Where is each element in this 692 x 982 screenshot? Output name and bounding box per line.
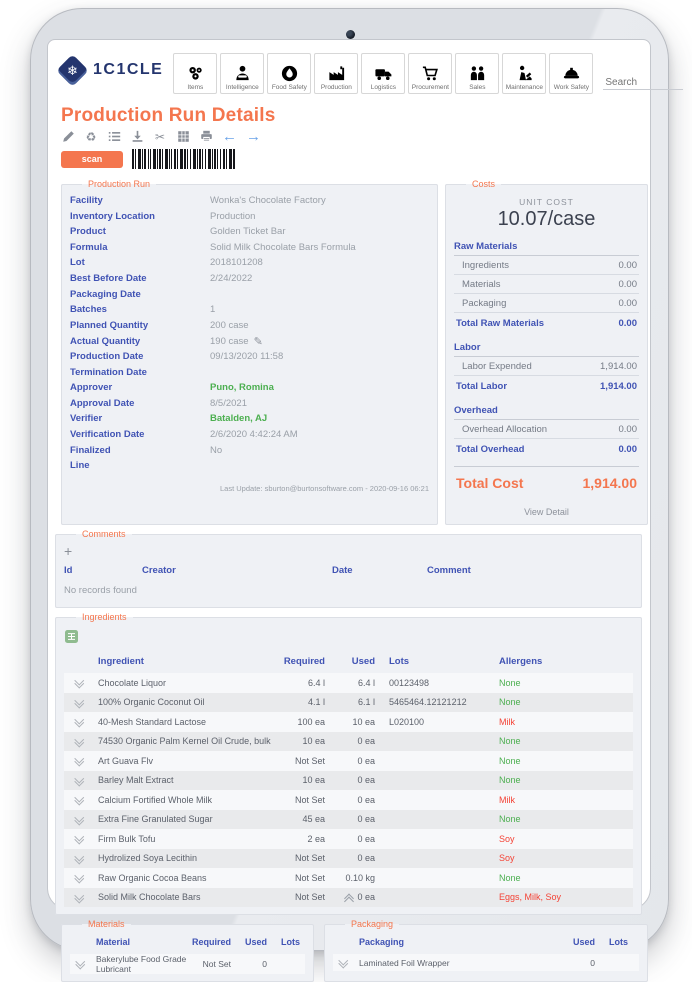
nav-label: Production — [320, 83, 352, 91]
grid-icon[interactable] — [176, 130, 190, 144]
toolbar — [61, 129, 640, 144]
production-run-legend: Production Run — [88, 179, 151, 189]
table-row[interactable]: 100% Organic Coconut Oil 4.1 l 6.1 l 5465464.12121212 None — [64, 693, 633, 713]
section-title: Overhead — [454, 403, 639, 420]
unit-cost-label: UNIT COST — [519, 197, 574, 207]
field-value: 200 case — [210, 319, 249, 331]
field-value-actual-quantity: 190 case ✎ — [210, 336, 263, 349]
page-title: Production Run Details — [61, 105, 276, 126]
search-input[interactable] — [603, 76, 683, 90]
last-update-text: Last Update: sburton@burtonsoftware.com - 2020-09-16 06:21 — [220, 483, 429, 493]
col-id: Id — [64, 565, 73, 576]
expand-chevron-icon[interactable] — [73, 697, 85, 709]
barcode — [132, 149, 236, 169]
gears-icon — [186, 64, 205, 83]
worker-icon — [515, 64, 534, 83]
field-value: Production — [210, 210, 256, 222]
field-label: Formula — [70, 241, 108, 253]
cost-value: 0.00 — [618, 278, 637, 290]
truck-icon — [374, 64, 393, 83]
table-row[interactable]: Firm Bulk Tofu 2 ea 0 ea Soy — [64, 829, 633, 849]
col-lots: Lots — [609, 937, 628, 947]
nav-label: Intelligence — [225, 83, 259, 91]
expand-chevron-icon[interactable] — [73, 794, 85, 806]
col-required: Required — [191, 937, 231, 947]
app-logo[interactable] — [61, 59, 163, 82]
col-used: Used — [351, 656, 375, 667]
nav-item-sales[interactable] — [455, 53, 499, 94]
field-label: Line — [70, 460, 90, 472]
cost-value: 1,914.00 — [600, 360, 637, 372]
expand-chevron-icon[interactable] — [73, 775, 85, 787]
nav-item-intelligence[interactable] — [220, 53, 264, 94]
col-creator: Creator — [142, 565, 176, 576]
total-label: Total Raw Materials — [456, 317, 544, 329]
raw-materials-section — [454, 239, 639, 333]
cost-label: Labor Expended — [462, 360, 532, 372]
field-label: Production Date — [70, 350, 144, 362]
nav-item-production[interactable] — [314, 53, 358, 94]
col-material: Material — [96, 937, 131, 947]
field-value: 2018101208 — [210, 257, 263, 269]
field-label: Planned Quantity — [70, 319, 149, 331]
expand-chevron-icon[interactable] — [73, 872, 85, 884]
ingredients-table — [64, 673, 633, 907]
field-label: Finalized — [70, 444, 111, 456]
labor-section — [454, 340, 639, 396]
packaging-legend: Packaging — [351, 919, 394, 929]
ingredients-panel — [55, 612, 642, 915]
edit-quantity-icon[interactable]: ✎ — [253, 336, 263, 349]
costs-panel — [445, 179, 648, 525]
total-value: 0.00 — [618, 443, 637, 455]
col-comment: Comment — [427, 565, 471, 576]
person-laptop-icon — [233, 64, 252, 83]
handshake-icon — [468, 64, 487, 83]
field-value-verifier: Batalden, AJ — [210, 413, 268, 425]
total-cost-value: 1,914.00 — [582, 475, 637, 491]
field-label: Actual Quantity — [70, 336, 141, 348]
materials-legend: Materials — [88, 919, 125, 929]
scroll-to-top-icon[interactable] — [346, 895, 353, 909]
field-label: Inventory Location — [70, 210, 155, 222]
table-row[interactable]: Calcium Fortified Whole Milk Not Set 0 ea Milk — [64, 790, 633, 810]
unit-cost-value: 10.07/case — [497, 208, 596, 230]
import-icon[interactable] — [130, 130, 144, 144]
print-icon[interactable] — [199, 130, 213, 144]
scan-row — [61, 149, 640, 169]
field-value: 2/6/2020 4:42:24 AM — [210, 428, 298, 440]
camera-dot — [346, 30, 355, 39]
field-label: Lot — [70, 257, 85, 269]
table-row[interactable]: Art Guava Flv Not Set 0 ea None — [64, 751, 633, 771]
cost-label: Packaging — [462, 297, 507, 309]
excel-export-icon[interactable] — [64, 629, 79, 644]
field-label: Product — [70, 226, 106, 238]
cost-value: 0.00 — [618, 297, 637, 309]
col-lots: Lots — [281, 937, 300, 947]
packaging-header — [333, 935, 639, 954]
expand-chevron-icon[interactable] — [73, 892, 85, 904]
field-label: Verification Date — [70, 428, 145, 440]
table-row[interactable]: Bakerylube Food Grade Lubricant Not Set 0 — [70, 954, 305, 974]
list-icon[interactable] — [107, 130, 121, 144]
total-label: Total Labor — [456, 380, 508, 392]
cart-icon — [421, 64, 440, 83]
field-label: Best Before Date — [70, 272, 147, 284]
packaging-panel — [324, 919, 648, 982]
factory-icon — [327, 64, 346, 83]
cut-icon[interactable]: ✂ — [154, 129, 166, 144]
expand-chevron-icon[interactable] — [74, 958, 86, 970]
table-row[interactable]: Extra Fine Granulated Sugar 45 ea 0 ea None — [64, 810, 633, 830]
comments-empty-text: No records found — [64, 585, 137, 596]
table-row[interactable]: 40-Mesh Standard Lactose 100 ea 10 ea L020100 Milk — [64, 712, 633, 732]
back-arrow-icon[interactable]: ← — [222, 128, 237, 145]
cost-value: 0.00 — [618, 259, 637, 271]
nav-label: Procurement — [411, 83, 449, 91]
col-used: Used — [244, 937, 267, 947]
comments-panel — [55, 529, 642, 608]
production-run-panel — [61, 179, 438, 525]
field-label: Approval Date — [70, 397, 135, 409]
table-row[interactable]: Solid Milk Chocolate Bars Not Set 0 ea Eggs, Milk, Soy — [64, 888, 633, 908]
expand-chevron-icon[interactable] — [73, 736, 85, 748]
cost-label: Materials — [462, 278, 501, 290]
expand-chevron-icon[interactable] — [73, 677, 85, 689]
field-value: 09/13/2020 11:58 — [210, 350, 284, 362]
app-header — [55, 48, 640, 98]
hardhat-icon — [562, 64, 581, 83]
forward-arrow-icon[interactable]: → — [246, 128, 261, 145]
view-detail-link[interactable]: View Detail — [524, 507, 569, 517]
cost-label: Ingredients — [462, 259, 510, 271]
cost-label: Overhead Allocation — [462, 423, 548, 435]
table-row[interactable]: 74530 Organic Palm Kernel Oil Crude, bulk 10 ea 0 ea None — [64, 732, 633, 752]
total-cost-label: Total Cost — [456, 475, 524, 491]
search-box — [603, 72, 683, 90]
tablet-frame — [30, 8, 669, 974]
bottom-grid — [61, 915, 648, 982]
expand-chevron-icon[interactable] — [337, 957, 349, 969]
logo-text: 1C1CLE — [93, 61, 164, 78]
plus-icon[interactable]: + — [64, 543, 73, 559]
table-row[interactable]: Chocolate Liquor 6.4 l 6.4 l 00123498 None — [64, 673, 633, 693]
table-row[interactable]: Barley Malt Extract 10 ea 0 ea None — [64, 771, 633, 791]
field-value: No — [210, 444, 223, 456]
nav-label: Food Safety — [271, 83, 307, 91]
field-value: 1 — [210, 304, 216, 316]
recycle-icon[interactable]: ♻ — [85, 129, 97, 144]
field-value: 2/24/2022 — [210, 272, 253, 284]
ingredients-header — [64, 653, 633, 673]
main-nav — [173, 53, 593, 94]
field-value: Solid Milk Chocolate Bars Formula — [210, 241, 356, 253]
field-label: Batches — [70, 304, 107, 316]
col-lots: Lots — [389, 656, 410, 667]
ingredients-legend: Ingredients — [82, 612, 127, 622]
nav-label: Sales — [469, 83, 486, 91]
drop-badge-icon — [280, 64, 299, 83]
col-allergens: Allergens — [499, 656, 543, 667]
field-label: Approver — [70, 382, 113, 394]
field-label: Packaging Date — [70, 288, 141, 300]
nav-item-procurement[interactable] — [408, 53, 452, 94]
expand-chevron-icon[interactable] — [73, 833, 85, 845]
col-required: Required — [283, 656, 325, 667]
nav-item-logistics[interactable] — [361, 53, 405, 94]
expand-chevron-icon[interactable] — [73, 814, 85, 826]
field-label: Verifier — [70, 413, 103, 425]
snowflake-icon: ❄ — [56, 54, 89, 87]
nav-label: Work Safety — [553, 83, 589, 91]
expand-chevron-icon[interactable] — [73, 716, 85, 728]
total-value: 0.00 — [618, 317, 637, 329]
scan-button[interactable]: scan — [61, 151, 123, 168]
costs-legend: Costs — [472, 179, 496, 189]
expand-chevron-icon[interactable] — [73, 853, 85, 865]
nav-label: Items — [187, 83, 204, 91]
table-row[interactable]: Laminated Foil Wrapper 0 — [333, 954, 639, 971]
field-label: Facility — [70, 195, 103, 206]
overhead-section — [454, 403, 639, 459]
nav-item-work-safety[interactable] — [549, 53, 593, 94]
expand-chevron-icon[interactable] — [73, 755, 85, 767]
field-value: Golden Ticket Bar — [210, 226, 286, 238]
app-screen — [47, 39, 651, 974]
col-date: Date — [332, 565, 353, 576]
table-row[interactable]: Raw Organic Cocoa Beans Not Set 0.10 kg None — [64, 868, 633, 888]
total-label: Total Overhead — [456, 443, 525, 455]
cost-value: 0.00 — [618, 423, 637, 435]
comments-header — [64, 565, 633, 576]
nav-item-items[interactable] — [173, 53, 217, 94]
section-title: Labor — [454, 340, 639, 357]
comments-legend: Comments — [82, 529, 126, 539]
edit-icon[interactable] — [61, 130, 75, 144]
field-value: 8/5/2021 — [210, 397, 247, 409]
materials-header — [70, 935, 305, 954]
nav-item-maintenance[interactable] — [502, 53, 546, 94]
main-grid — [61, 175, 648, 525]
field-value-approver: Puno, Romina — [210, 382, 274, 394]
section-title: Raw Materials — [454, 239, 639, 256]
table-row[interactable]: Hydrolized Soya Lecithin Not Set 0 ea Soy — [64, 849, 633, 869]
col-used: Used — [572, 937, 595, 947]
field-label: Termination Date — [70, 366, 147, 378]
nav-label: Logistics — [370, 83, 396, 91]
materials-panel — [61, 919, 314, 982]
col-packaging: Packaging — [359, 937, 405, 947]
total-value: 1,914.00 — [600, 380, 637, 392]
nav-label: Maintenance — [505, 83, 543, 91]
field-value: Wonka's Chocolate Factory — [210, 195, 326, 206]
nav-item-food-safety[interactable] — [267, 53, 311, 94]
col-ingredient: Ingredient — [98, 656, 144, 667]
